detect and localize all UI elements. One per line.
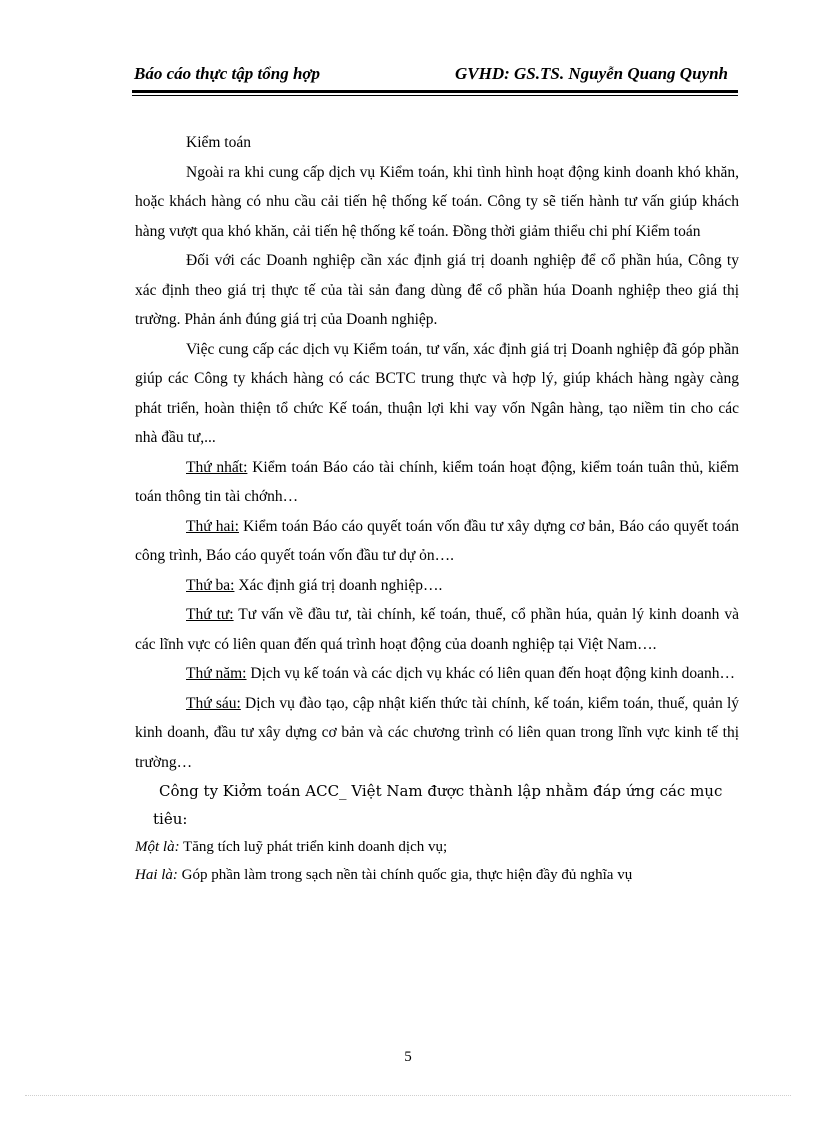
header-title: Báo cáo thực tập tổng hợp	[134, 64, 321, 83]
closing-line: Công ty Kiởm toán ACC_ Việt Nam được thành lập nhằm đáp ứng các mục	[159, 782, 723, 800]
service-text: Xác định giá trị doanh nghiệp….	[234, 576, 443, 594]
header-advisor: GVHD: GS.TS. Nguyễn Quang Quynh	[455, 64, 728, 83]
goal-text: Tăng tích luỹ phát triển kinh doanh dịch vụ;	[179, 839, 448, 855]
service-label: Thứ sáu:	[186, 694, 241, 712]
service-item	[135, 689, 739, 778]
paragraph: Đối với các Doanh nghiệp cần xác định giá trị doanh nghiệp để cổ phần húa, Công ty xác định theo giá trị thực tế của tài sản đang dùng để cổ phần húa Doanh nghiệp theo giá thị trường. Phản ánh đúng giá trị của Doanh nghiệp.	[135, 252, 739, 328]
goal-item	[135, 833, 739, 861]
page-number: 5	[404, 1049, 412, 1065]
page-bottom-divider	[25, 1095, 791, 1096]
paragraph: Ngoài ra khi cung cấp dịch vụ Kiểm toán, khi tình hình hoạt động kinh doanh khó khăn, hoặc khách hàng có nhu cầu cải tiến hệ thống kế toán. Công ty sẽ tiến hành tư vấn giúp khách hàng vượt qua khó khăn, cải tiến hệ thống kế toán. Đồng thời giảm thiểu chi phí Kiểm toán	[135, 163, 739, 240]
service-item	[135, 659, 739, 689]
closing-line-2: tiêu:	[153, 810, 188, 828]
goal-text: Góp phần làm trong sạch nền tài chính quốc gia, thực hiện đầy đủ nghĩa vụ	[177, 867, 633, 883]
service-text: Tư vấn về đầu tư, tài chính, kế toán, thuế, cổ phần húa, quản lý kinh doanh và các lĩnh vực có liên quan đến quá trình hoạt động của doanh nghiệp tại Việt Nam….	[135, 606, 739, 653]
header-rule-thin	[132, 95, 738, 96]
body-text	[135, 128, 739, 889]
paragraph: Kiểm toán	[186, 134, 251, 151]
service-label: Thứ hai:	[186, 517, 239, 535]
service-item	[135, 453, 739, 512]
paragraph: Việc cung cấp các dịch vụ Kiểm toán, tư vấn, xác định giá trị Doanh nghiệp đã góp phần giúp các Công ty khách hàng có các BCTC trung thực và hợp lý, giúp khách hàng ngày càng phát triển, hoàn thiện tổ chức Kế toán, thuận lợi khi vay vốn Ngân hàng, tạo niềm tin cho các nhà đầu tư,...	[135, 340, 739, 446]
running-header	[132, 62, 738, 90]
service-label: Thứ ba:	[186, 576, 235, 594]
service-item	[135, 571, 739, 601]
service-text: Kiểm toán Báo cáo quyết toán vốn đầu tư xây dựng cơ bản, Báo cáo quyết toán công trình, Báo cáo quyết toán vốn đầu tư dự ỏn….	[135, 517, 739, 564]
service-label: Thứ năm:	[186, 665, 247, 682]
goal-label: Một là:	[135, 839, 180, 855]
service-label: Thứ nhất:	[186, 458, 248, 476]
service-item	[135, 600, 739, 659]
goal-label: Hai là:	[135, 867, 178, 883]
service-text: Dịch vụ kế toán và các dịch vụ khác có liên quan đến hoạt động kinh doanh…	[246, 665, 736, 682]
service-item	[135, 512, 739, 571]
goal-item	[135, 861, 739, 889]
header-rule-thick	[132, 90, 738, 93]
service-text: Kiểm toán Báo cáo tài chính, kiểm toán hoạt động, kiểm toán tuân thủ, kiểm toán thông tin tài chớnh…	[135, 458, 739, 505]
service-text: Dịch vụ đào tạo, cập nhật kiến thức tài chính, kế toán, kiểm toán, thuế, quản lý kinh doanh, đầu tư xây dựng cơ bản và các chương trình có liên quan trong lĩnh vực kinh tế thị trường…	[135, 694, 739, 771]
service-label: Thứ tư:	[186, 606, 234, 623]
